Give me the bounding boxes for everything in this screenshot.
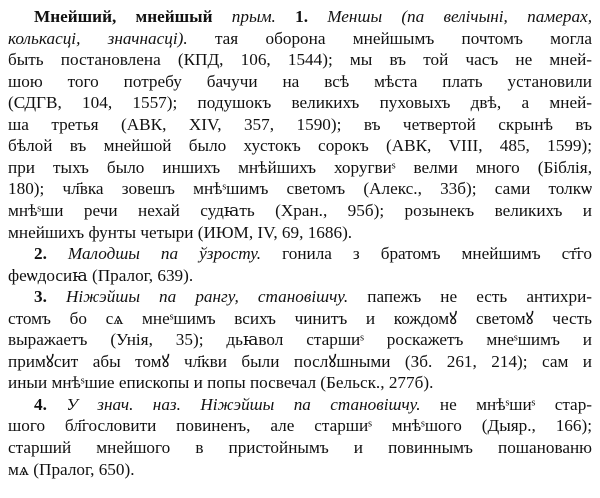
entry-italic-text: колькасці, значнасці). [8, 28, 188, 48]
entry-line [8, 458, 592, 482]
entry-text: шою того потребу бачучи на всѣ мѣста плать установили [8, 71, 592, 91]
entry-text: не мнѣˢшиˢ стар- [420, 394, 592, 414]
entry-text: папежъ не есть антихри- [348, 287, 592, 307]
entry-text [47, 395, 66, 414]
entry-line [8, 177, 592, 201]
entry-text: стомъ бо сѧ мнеˢшимъ всихъ чинитъ и кождомꙋ светомꙋ честь [8, 308, 592, 328]
entry-text [308, 7, 327, 26]
entry-line [8, 414, 592, 438]
entry-text: гонила з братомъ мнейшимъ ст҃го [261, 244, 592, 264]
entry-line [8, 436, 592, 460]
entry-text: старший мнейшого в пристойнымъ и повиннымъ пошанованю [8, 438, 592, 457]
entry-text: быть постановлена (КПД, 106, 1544); мы въ той часъ не мней- [8, 50, 592, 70]
entry-text: феѡдосиꙗ (Пралог, 639). [8, 265, 194, 285]
entry-text: ша третья (АВК, XIV, 357, 1590); въ четвертой скрынѣ въ [8, 114, 592, 134]
entry-line [8, 134, 592, 158]
entry-bold-text: 1. [295, 7, 308, 26]
entry-text [276, 7, 295, 26]
entry-italic-text: У знач. наз. Ніжэйшы па становішчу. [66, 394, 421, 414]
entry-text [213, 7, 232, 26]
entry-text: 180); чл҃вка зовешъ мнѣˢшимъ светомъ (Алекс., 33б); сами толкѡ [8, 179, 592, 199]
entry-text: иныи мнѣˢшие епископы и попы посвечал (Бельск., 277б). [8, 373, 434, 393]
entry-text: при тыхъ было иншихъ мнѣйшихъ хоругвиˢ велми много (Біблія, [8, 157, 592, 177]
entry-italic-text: Малодшы па ўзросту. [67, 244, 262, 264]
entry-bold-text: 4. [34, 394, 47, 414]
entry-text: шого бл҃гословити повиненъ, але старшиˢ мнѣˢшого (Дыяр., 166); [8, 416, 592, 436]
entry-line [8, 91, 592, 115]
entry-text: мѧ (Пралог, 650). [8, 459, 135, 479]
entry-line [8, 221, 592, 245]
entry-text: выражаетъ (Унія, 35); дьꙗвол старшиˢ роскажетъ мнеˢшимъ и [8, 330, 592, 350]
entry-line [8, 199, 592, 223]
entry-line [8, 113, 592, 137]
entry-line [34, 5, 592, 29]
entry-bold-text: Мнейший, мнейшый [34, 7, 213, 26]
entry-text [47, 244, 68, 263]
entry-line [8, 156, 592, 180]
entry-text: бѣлой въ мнейшой было хустокъ сорокъ (АВК, VIII, 485, 1599); [8, 136, 592, 156]
entry-text: мнейшихъ фунты четыри (ИЮМ, IV, 69, 1686). [8, 222, 353, 242]
entry-line [8, 264, 592, 288]
entry-text: мнѣˢши речи нехай судꙗть (Хран., 95б); розынекъ великихъ и [8, 201, 592, 220]
entry-line [8, 70, 592, 94]
entry-italic-text: прым. [231, 7, 276, 26]
entry-line [8, 48, 592, 72]
entry-line [8, 307, 592, 331]
entry-text: примꙋсит абы томꙋ чл҃кви были послꙋшными (Зб. 261, 214); сам и [8, 351, 592, 371]
entry-line [8, 371, 592, 395]
entry-line [8, 27, 592, 51]
entry-line [34, 393, 592, 417]
entry-line [8, 328, 592, 352]
entry-line [34, 285, 592, 309]
entry-bold-text: 3. [34, 287, 47, 307]
entry-italic-text: Меншы (па велічыні, памерах, [327, 7, 592, 26]
entry-line [34, 242, 592, 266]
entry-text: (СДГВ, 104, 1557); подушокъ великихъ пуховыхъ двѣ, а мней- [8, 93, 592, 113]
entry-italic-text: Ніжэйшы па рангу, становішчу. [66, 287, 349, 307]
entry-bold-text: 2. [34, 244, 47, 264]
entry-text: тая оборона мнейшымъ почтомъ могла [187, 28, 592, 48]
entry-line [8, 350, 592, 374]
entry-text [47, 287, 66, 306]
